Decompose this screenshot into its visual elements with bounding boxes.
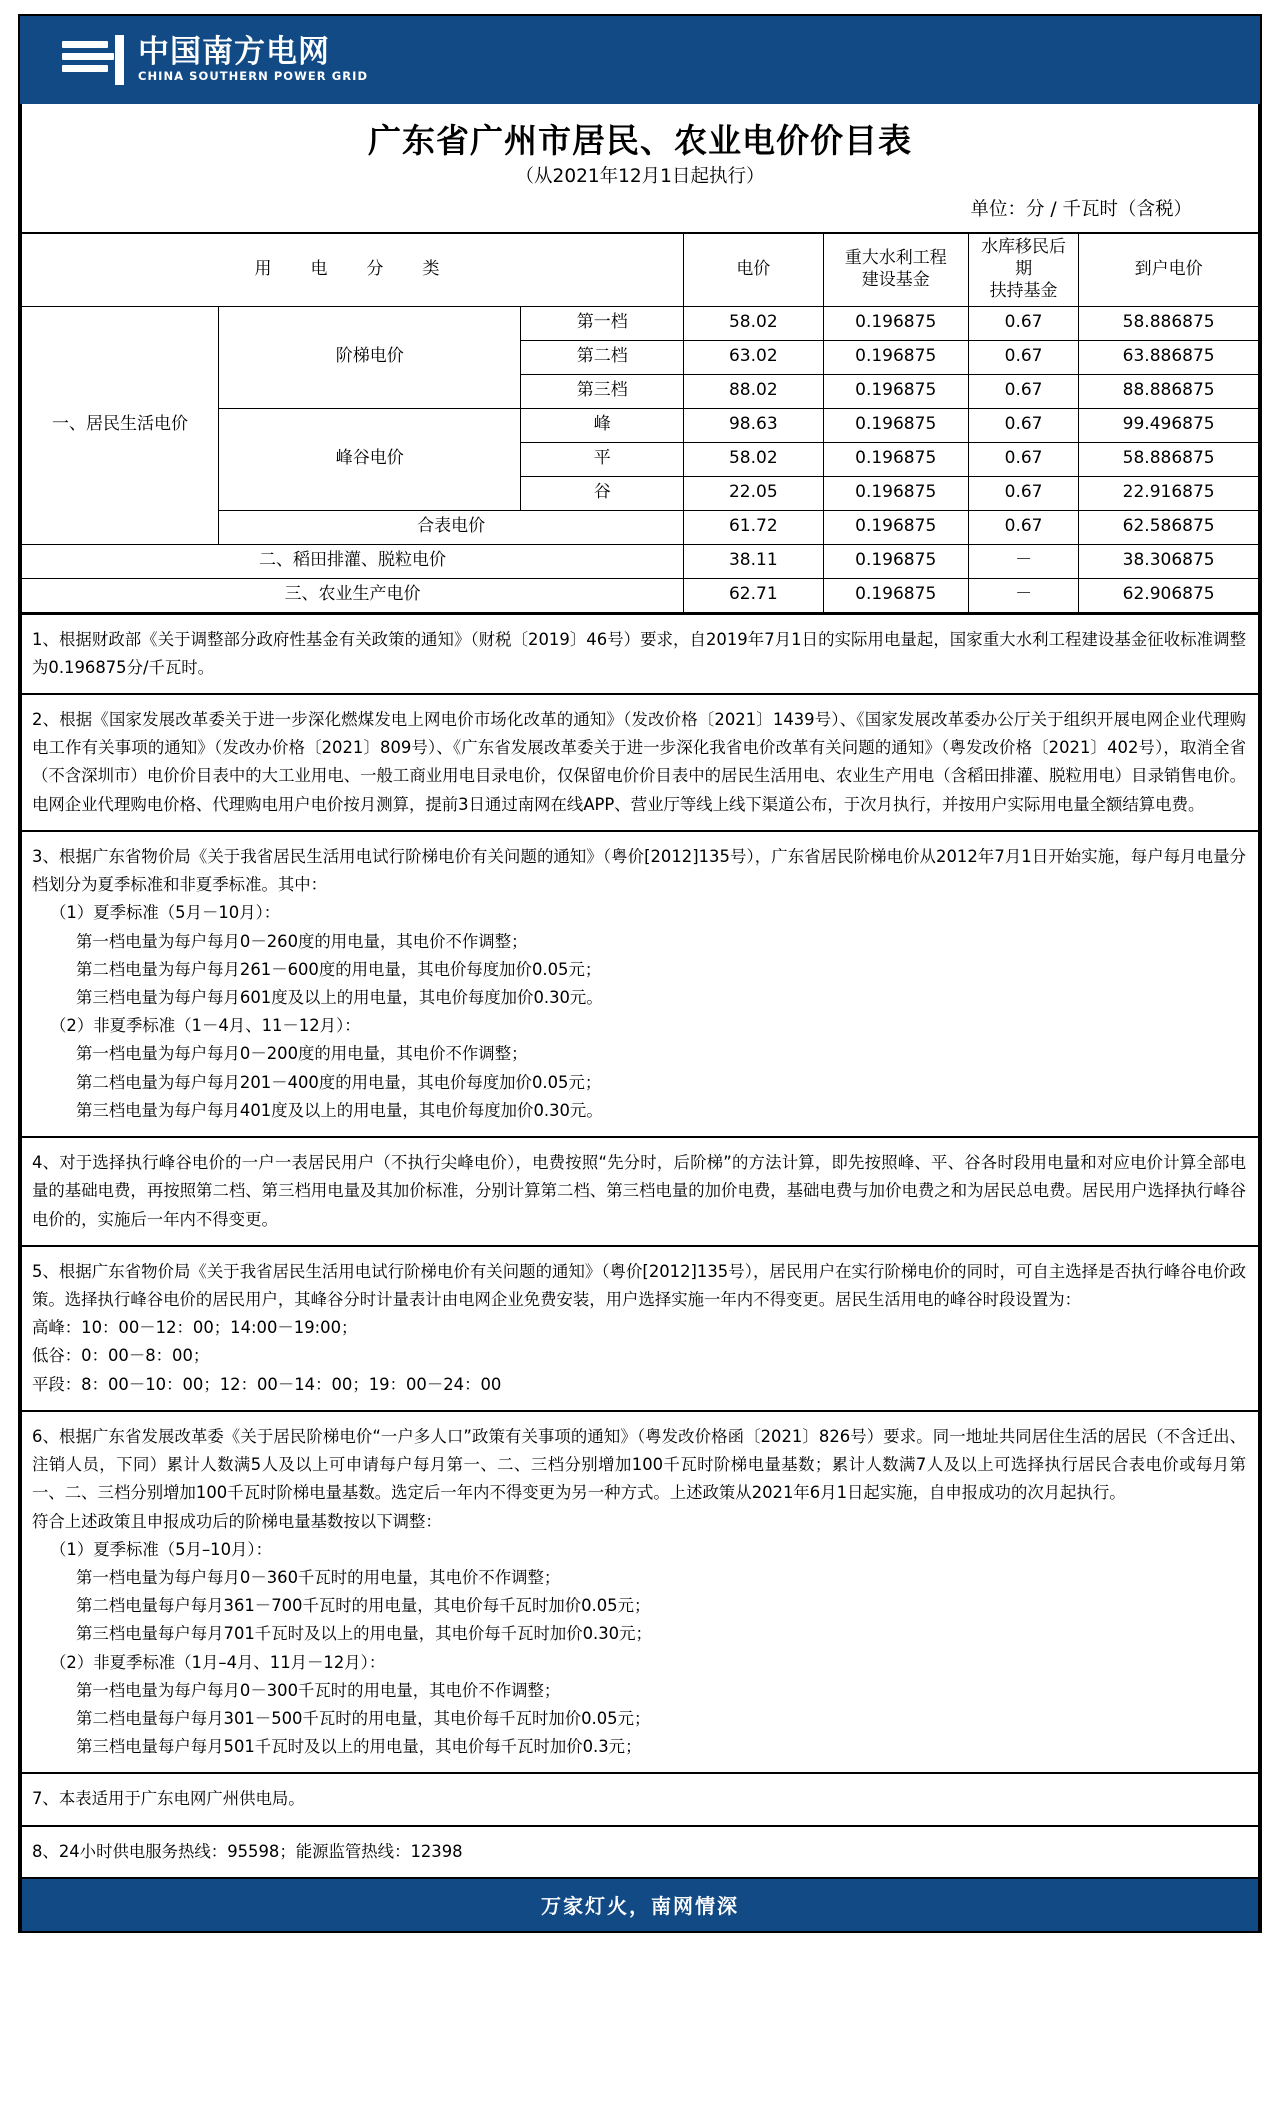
tier-label: 第三档: [521, 374, 684, 408]
header-water-fund-line2: 建设基金: [861, 269, 930, 290]
cell-resettlement-fund: 0.67: [968, 340, 1078, 374]
header-price: 电价: [684, 233, 823, 306]
note-4: [22, 1138, 1258, 1247]
tier-label: 第二档: [521, 340, 684, 374]
note-8-text: 8、24小时供电服务热线：95598；能源监管热线：12398: [32, 1841, 463, 1861]
tier-label: 峰: [521, 408, 684, 442]
note-5: [22, 1247, 1258, 1412]
cell-final-price: 22.916875: [1079, 476, 1259, 510]
cell-water-fund: 0.196875: [823, 408, 968, 442]
note-3-summer-tier3: 第三档电量为每户每月601度及以上的用电量，其电价每度加价0.30元。: [76, 988, 603, 1007]
note-1-text: 1、根据财政部《关于调整部分政府性基金有关政策的通知》（财税〔2019〕46号）要求，自2019年7月1日的实际用电量起，国家重大水利工程建设基金征收标准调整为0.196875分/千瓦时。: [32, 629, 1246, 677]
note-3-summer-tier2: 第二档电量为每户每月261－600度的用电量，其电价每度加价0.05元；: [76, 959, 602, 979]
note-6-summer-tier2: 第二档电量每户每月361－700千瓦时的用电量，其电价每千瓦时加价0.05元；: [76, 1596, 651, 1616]
subgroup-label-tiered: 阶梯电价: [219, 306, 521, 408]
note-5-intro: 5、根据广东省物价局《关于我省居民生活用电试行阶梯电价有关问题的通知》（粤价[2012]135号），居民用户在实行阶梯电价的同时，可自主选择是否执行峰谷电价政策。选择执行峰谷电价的居民用户，其峰谷分时计量表计由电网企业免费安装，用户选择实施一年内不得变更。居民生活用电的峰谷时段设置为：: [32, 1261, 1246, 1309]
cell-water-fund: 0.196875: [823, 544, 968, 578]
note-6-nonsummer-tier3: 第三档电量每户每月501千瓦时及以上的用电量，其电价每千瓦时加价0.3元；: [76, 1737, 642, 1757]
note-6-nonsummer-tier2: 第二档电量每户每月301－500千瓦时的用电量，其电价每千瓦时加价0.05元；: [76, 1709, 651, 1729]
cell-water-fund: 0.196875: [823, 578, 968, 612]
note-7-text: 7、本表适用于广东电网广州供电局。: [32, 1789, 305, 1809]
cell-price: 62.71: [684, 578, 823, 612]
page-title: 广东省广州市居民、农业电价价目表: [368, 121, 912, 160]
note-6-summer-tier3: 第三档电量每户每月701千瓦时及以上的用电量，其电价每千瓦时加价0.30元；: [76, 1624, 652, 1644]
cell-water-fund: 0.196875: [823, 442, 968, 476]
header-category: 用 电 分 类: [21, 233, 684, 306]
header-water-fund-line1: 重大水利工程: [844, 248, 947, 269]
cell-resettlement-fund: 0.67: [968, 442, 1078, 476]
note-3-nonsummer-tier3: 第三档电量为每户每月401度及以上的用电量，其电价每度加价0.30元。: [76, 1100, 603, 1120]
note-1: [22, 615, 1258, 695]
group-label-agriculture: 三、农业生产电价: [21, 578, 684, 612]
cell-final-price: 58.886875: [1079, 306, 1259, 340]
subgroup-label-combined-meter: 合表电价: [219, 510, 684, 544]
cell-price: 61.72: [684, 510, 823, 544]
cell-water-fund: 0.196875: [823, 306, 968, 340]
cell-final-price: 62.586875: [1079, 510, 1259, 544]
southern-power-grid-logo-icon: [62, 35, 124, 85]
cell-resettlement-fund: 0.67: [968, 408, 1078, 442]
cell-price: 38.11: [684, 544, 823, 578]
notes-section: [20, 613, 1260, 1879]
note-6-adjust-lead: 符合上述政策且申报成功后的阶梯电量基数按以下调整：: [32, 1511, 442, 1531]
note-5-peak-period: 高峰：10：00－12：00；14:00－19:00；: [32, 1318, 358, 1338]
header-resettlement-line2: 扶持基金: [989, 280, 1058, 301]
note-4-text: 4、对于选择执行峰谷电价的一户一表居民用户（不执行尖峰电价），电费按照“先分时，后阶梯”的方法计算，即先按照峰、平、谷各时段用电量和对应电价计算全部电量的基础电费，再按照第二档、第三档用电量及其加价标准，分别计算第二档、第三档电量的加价电费，基础电费与加价电费之和为居民总电费。居民用户选择执行峰谷电价的，实施后一年内不得变更。: [32, 1153, 1246, 1229]
note-3-intro: 3、根据广东省物价局《关于我省居民生活用电试行阶梯电价有关问题的通知》（粤价[2012]135号），广东省居民阶梯电价从2012年7月1日开始实施，每户每月电量分档划分为夏季标准和非夏季标准。其中：: [32, 846, 1246, 895]
note-6-intro: 6、根据广东省发展改革委《关于居民阶梯电价“一户多人口”政策有关事项的通知》（粤发改价格函〔2021〕826号）要求。同一地址共同居住生活的居民（不含迁出、注销人员，下同）累计人数满5人及以上可申请每户每月第一、二、三档分别增加100千瓦时阶梯电量基数；累计人数满7人及以上可选择执行居民合表电价或每月第一、二、三档分别增加100千瓦时阶梯电量基数。选定后一年内不得变更为另一种方式。上述政策从2021年6月1日起实施，自申报成功的次月起执行。: [32, 1426, 1246, 1503]
cell-water-fund: 0.196875: [823, 510, 968, 544]
note-6-nonsummer-tier1: 第一档电量为每户每月0－300千瓦时的用电量，其电价不作调整；: [76, 1680, 561, 1700]
cell-resettlement-fund: －: [968, 578, 1078, 612]
document-sheet: [18, 14, 1262, 1933]
note-2: [22, 695, 1258, 832]
header-resettlement-line1: 水库移民后期: [981, 237, 1067, 280]
cell-resettlement-fund: 0.67: [968, 510, 1078, 544]
note-6-summer-tier1: 第一档电量为每户每月0－360千瓦时的用电量，其电价不作调整；: [76, 1567, 561, 1587]
tier-label: 谷: [521, 476, 684, 510]
cell-water-fund: 0.196875: [823, 476, 968, 510]
cell-resettlement-fund: 0.67: [968, 476, 1078, 510]
brand-name-en: CHINA SOUTHERN POWER GRID: [138, 68, 369, 83]
tier-label: 平: [521, 442, 684, 476]
cell-final-price: 99.496875: [1079, 408, 1259, 442]
header-final-price: 到户电价: [1079, 233, 1259, 306]
cell-resettlement-fund: 0.67: [968, 374, 1078, 408]
logo-lockup: [62, 35, 368, 85]
header-water-fund: [823, 233, 968, 306]
cell-price: 58.02: [684, 442, 823, 476]
note-8: [22, 1827, 1258, 1879]
table-row: [21, 578, 1259, 612]
brand-header: [20, 16, 1260, 104]
note-3-nonsummer-title: （2）非夏季标准（1－4月、11－12月）：: [50, 1016, 361, 1036]
note-3-nonsummer-tier1: 第一档电量为每户每月0－200度的用电量，其电价不作调整；: [76, 1044, 528, 1064]
note-6: [22, 1412, 1258, 1775]
cell-final-price: 62.906875: [1079, 578, 1259, 612]
note-7: [22, 1774, 1258, 1826]
effective-date: （从2021年12月1日起执行）: [515, 166, 765, 188]
brand-name-cn: 中国南方电网: [138, 34, 330, 71]
cell-price: 88.02: [684, 374, 823, 408]
subgroup-label-peak-valley: 峰谷电价: [219, 408, 521, 510]
price-table: [20, 232, 1260, 612]
table-row: [21, 544, 1259, 578]
group-label-paddy-irrigation: 二、稻田排灌、脱粒电价: [21, 544, 684, 578]
note-6-nonsummer-title: （2）非夏季标准（1月–4月、11月－12月）：: [50, 1652, 386, 1672]
cell-resettlement-fund: －: [968, 544, 1078, 578]
note-5-flat-period: 平段：8：00－10：00；12：00－14：00；19：00－24：00: [32, 1374, 502, 1394]
cell-water-fund: 0.196875: [823, 340, 968, 374]
cell-price: 98.63: [684, 408, 823, 442]
note-3: [22, 832, 1258, 1138]
note-3-summer-title: （1）夏季标准（5月－10月）：: [50, 903, 281, 923]
cell-price: 22.05: [684, 476, 823, 510]
note-3-summer-tier1: 第一档电量为每户每月0－260度的用电量，其电价不作调整；: [76, 931, 528, 951]
note-3-nonsummer-tier2: 第二档电量为每户每月201－400度的用电量，其电价每度加价0.05元；: [76, 1072, 602, 1092]
cell-price: 63.02: [684, 340, 823, 374]
cell-final-price: 88.886875: [1079, 374, 1259, 408]
note-6-summer-title: （1）夏季标准（5月–10月）：: [50, 1539, 273, 1559]
unit-note: 单位：分 / 千瓦时（含税）: [970, 199, 1192, 221]
table-header-row: [21, 233, 1259, 306]
group-label-residential: 一、居民生活电价: [21, 306, 219, 544]
header-resettlement-fund: [968, 233, 1078, 306]
footer-slogan: 万家灯火，南网情深: [20, 1879, 1260, 1933]
note-2-text: 2、根据《国家发展改革委关于进一步深化燃煤发电上网电价市场化改革的通知》（发改价格〔2021〕1439号）、《国家发展改革委办公厅关于组织开展电网企业代理购电工作有关事项的通知》（发改办价格〔2021〕809号）、《广东省发展改革委关于进一步深化我省电价改革有关问题的通知》（粤发改价格〔2021〕402号），取消全省（不含深圳市）电价价目表中的大工业用电、一般工商业用电目录电价，仅保留电价价目表中的居民生活用电、农业生产用电（含稻田排灌、脱粒用电）目录销售电价。电网企业代理购电价格、代理购电用户电价按月测算，提前3日通过南网在线APP、营业厅等线上线下渠道公布，于次月执行，并按用户实际用电量全额结算电费。: [32, 710, 1246, 814]
cell-final-price: 58.886875: [1079, 442, 1259, 476]
cell-price: 58.02: [684, 306, 823, 340]
note-5-valley-period: 低谷：0：00－8：00；: [32, 1346, 210, 1366]
title-block: [20, 104, 1260, 232]
tier-label: 第一档: [521, 306, 684, 340]
cell-water-fund: 0.196875: [823, 374, 968, 408]
table-row: [21, 306, 1259, 340]
cell-resettlement-fund: 0.67: [968, 306, 1078, 340]
cell-final-price: 38.306875: [1079, 544, 1259, 578]
cell-final-price: 63.886875: [1079, 340, 1259, 374]
